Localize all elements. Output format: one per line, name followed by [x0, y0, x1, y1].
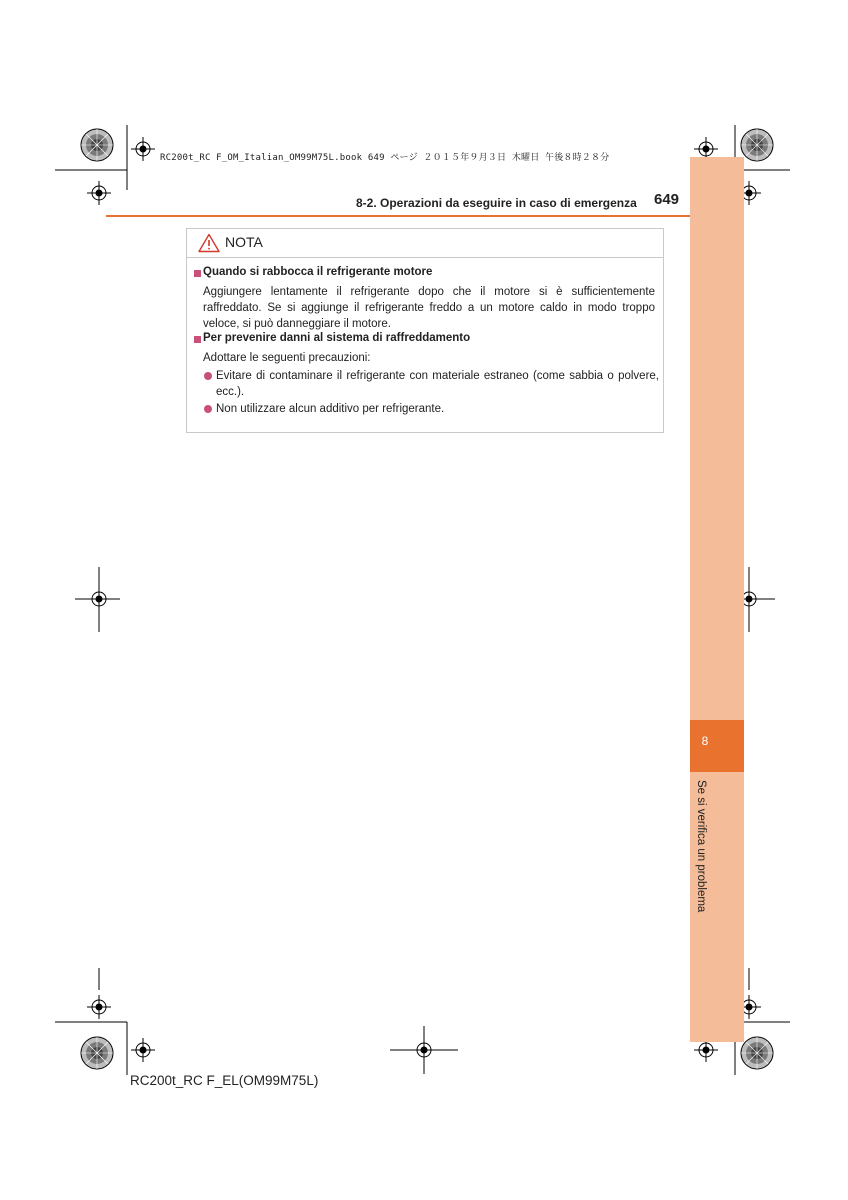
list-item: Non utilizzare alcun additivo per refrigerante. [216, 403, 445, 415]
section-heading: Quando si rabbocca il refrigerante motore [203, 266, 433, 278]
header-rule [106, 215, 690, 217]
warning-triangle-icon [198, 233, 220, 253]
page-number: 649 [654, 191, 680, 208]
section-bullet-icon [194, 336, 201, 343]
list-bullet-icon [204, 372, 212, 380]
color-target-icon [740, 1036, 774, 1070]
caution-title: NOTA [225, 234, 263, 250]
list-bullet-icon [204, 405, 212, 413]
caution-box [186, 228, 664, 433]
section-bullet-icon [194, 270, 201, 277]
chapter-number: 8 [701, 734, 709, 748]
section-heading: Per prevenire danni al sistema di raffreddamento [203, 332, 471, 344]
chapter-title: Se si verifica un problema [695, 780, 707, 913]
color-target-icon [740, 128, 774, 162]
caution-header [187, 229, 663, 258]
color-target-icon [80, 128, 114, 162]
color-target-icon [80, 1036, 114, 1070]
section-intro: Adottare le seguenti precauzioni: [203, 352, 371, 364]
model-code: RC200t_RC F_EL(OM99M75L) [130, 1073, 319, 1088]
list-item: Evitare di contaminare il refrigerante con materiale estraneo (come sabbia o polvere, ecc.). [216, 370, 659, 398]
section-body: Aggiungere lentamente il refrigerante dopo che il motore si è sufficientemente raffreddato. Se si aggiunge il refrigerante freddo a un motore caldo in modo troppo veloce, si può danneggiare il motore. [203, 286, 655, 330]
print-file-info: RC200t_RC F_OM_Italian_OM99M75L.book 649 ページ ２０１５年９月３日 木曜日 午後８時２８分 [160, 153, 610, 163]
section-header: 8-2. Operazioni da eseguire in caso di emergenza [356, 196, 637, 210]
